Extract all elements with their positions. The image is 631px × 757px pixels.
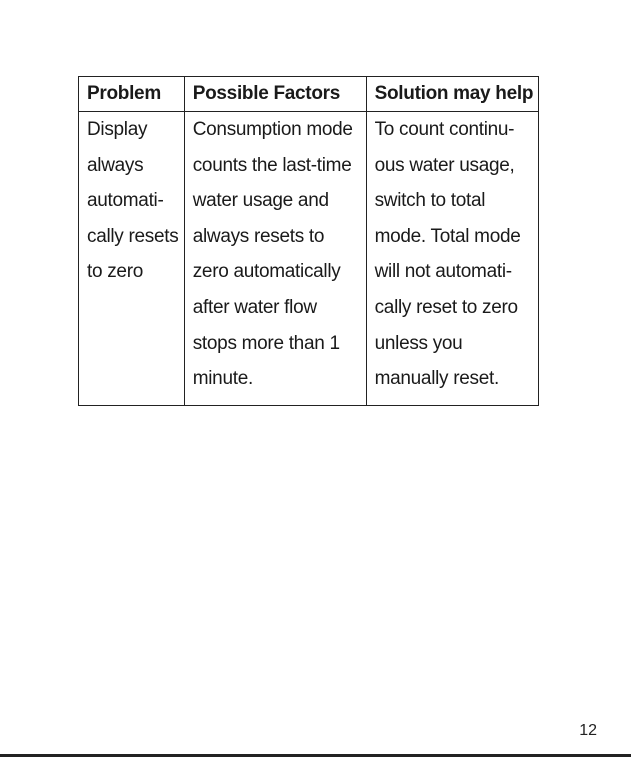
cell-line: unless you [374,332,463,354]
cell-problem [79,112,185,406]
cell-line: Display [87,119,148,140]
cell-line: after water flow [192,296,317,318]
table-header-row [79,77,539,112]
header-possible-factors: Possible Factors [184,77,366,112]
cell-line: manually reset. [374,368,499,390]
cell-line: will not automati- [374,261,512,283]
cell-line: To count continu- [374,119,515,140]
cell-line: zero automatically [192,261,341,283]
header-solution: Solution may help [366,77,538,112]
cell-line: stops more than 1 [192,332,340,354]
cell-line: always resets to [192,225,325,247]
cell-line: water usage and [192,190,329,212]
page-number: 12 [579,722,597,739]
cell-line: automati- [87,190,164,212]
troubleshooting-table [78,76,539,406]
header-problem: Problem [79,77,185,112]
cell-line: counts the last-time [192,154,352,176]
cell-line: cally resets [87,225,179,247]
cell-line: minute. [192,368,253,390]
cell-line: cally reset to zero [374,296,518,318]
table-row [79,112,539,406]
cell-line: to zero [87,261,143,283]
cell-line: Consumption mode [192,119,353,140]
cell-line: switch to total [374,190,486,212]
cell-line: always [87,154,144,176]
cell-possible-factors [184,112,366,406]
cell-line: ous water usage, [374,154,515,176]
cell-solution [366,112,538,406]
cell-line: mode. Total mode [374,225,521,247]
